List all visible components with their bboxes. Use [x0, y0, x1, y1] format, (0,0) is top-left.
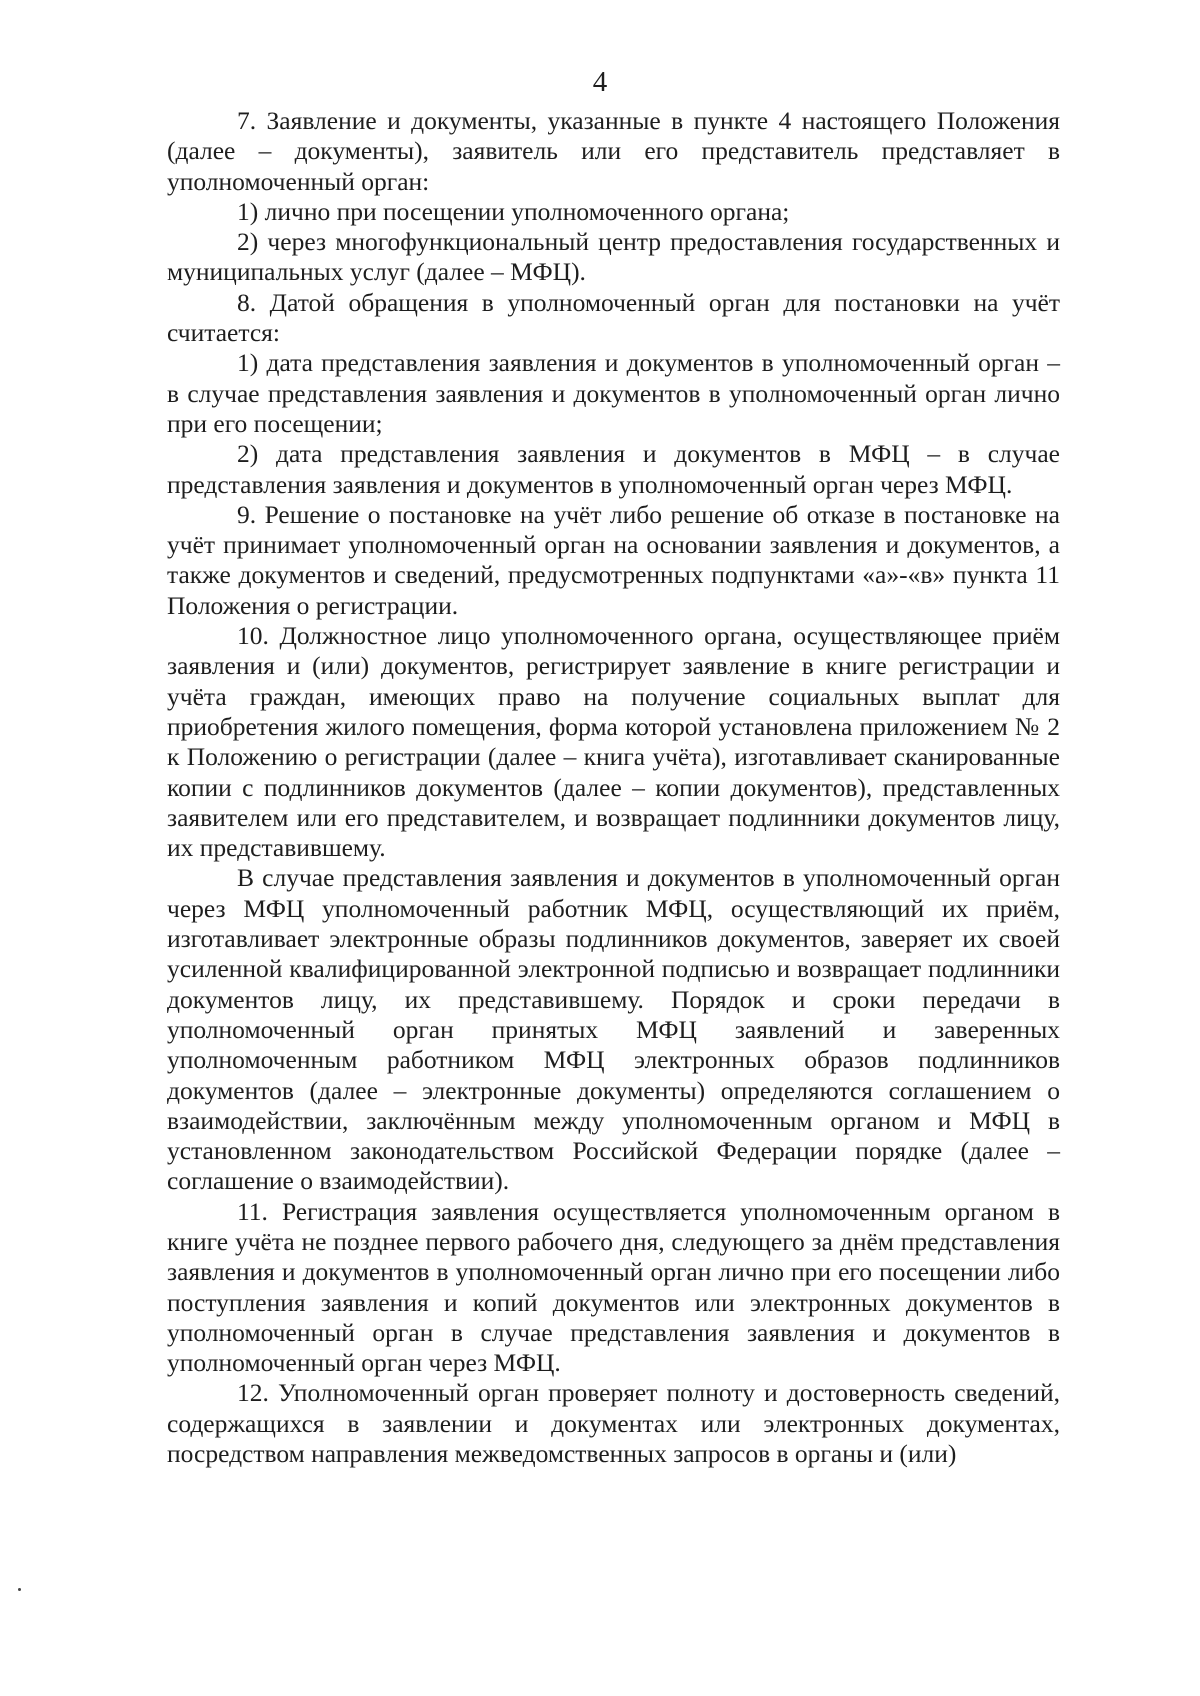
document-body	[167, 106, 1060, 1469]
page-number: 4	[592, 66, 608, 98]
paragraph-8-item-2: 2) дата представления заявления и документов в МФЦ – в случае представления заявления и документов в уполномоченный орган через МФЦ.	[167, 439, 1060, 499]
paragraph-10: 10. Должностное лицо уполномоченного органа, осуществляющее приём заявления и (или) документов, регистрирует заявление в книге регистрации и учёта граждан, имеющих право на получение социальных выплат для приобретения жилого помещения, форма которой установлена приложением № 2 к Положению о регистрации (далее – книга учёта), изготавливает сканированные копии с подлинников документов (далее – копии документов), представленных заявителем или его представителем, и возвращает подлинники документов лицу, их представившему.	[167, 621, 1060, 863]
paragraph-7-item-2: 2) через многофункциональный центр предоставления государственных и муниципальных услуг (далее – МФЦ).	[167, 227, 1060, 287]
paragraph-7: 7. Заявление и документы, указанные в пункте 4 настоящего Положения (далее – документы), заявитель или его представитель представляет в уполномоченный орган:	[167, 106, 1060, 196]
paragraph-10-continuation: В случае представления заявления и документов в уполномоченный орган через МФЦ уполномоченный работник МФЦ, осуществляющий их приём, изготавливает электронные образы подлинников документов, заверяет их своей усиленной квалифицированной электронной подписью и возвращает подлинники документов лицу, их представившему. Порядок и сроки передачи в уполномоченный орган принятых МФЦ заявлений и заверенных уполномоченным работником МФЦ электронных образов подлинников документов (далее – электронные документы) определяются соглашением о взаимодействии, заключённым между уполномоченным органом и МФЦ в установленном законодательством Российской Федерации порядке (далее – соглашение о взаимодействии).	[167, 863, 1060, 1196]
paragraph-8: 8. Датой обращения в уполномоченный орган для постановки на учёт считается:	[167, 287, 1060, 348]
paragraph-8-item-1: 1) дата представления заявления и документов в уполномоченный орган – в случае представления заявления и документов в уполномоченный орган лично при его посещении;	[167, 348, 1060, 438]
paragraph-7-item-1: 1) лично при посещении уполномоченного органа;	[237, 196, 790, 226]
paragraph-12: 12. Уполномоченный орган проверяет полноту и достоверность сведений, содержащихся в заявлении и документах или электронных документах, посредством направления межведомственных запросов в органы и (или)	[167, 1378, 1060, 1469]
paragraph-11: 11. Регистрация заявления осуществляется уполномоченным органом в книге учёта не позднее первого рабочего дня, следующего за днём представления заявления и документов в уполномоченный орган лично при его посещении либо поступления заявления и копий документов или электронных документов в уполномоченный орган в случае представления заявления и документов в уполномоченный орган через МФЦ.	[167, 1196, 1060, 1378]
scan-speck	[18, 1588, 21, 1591]
paragraph-9: 9. Решение о постановке на учёт либо решение об отказе в постановке на учёт принимает уполномоченный орган на основании заявления и документов, а также документов и сведений, предусмотренных подпунктами «а»-«в» пункта 11 Положения о регистрации.	[167, 499, 1060, 620]
